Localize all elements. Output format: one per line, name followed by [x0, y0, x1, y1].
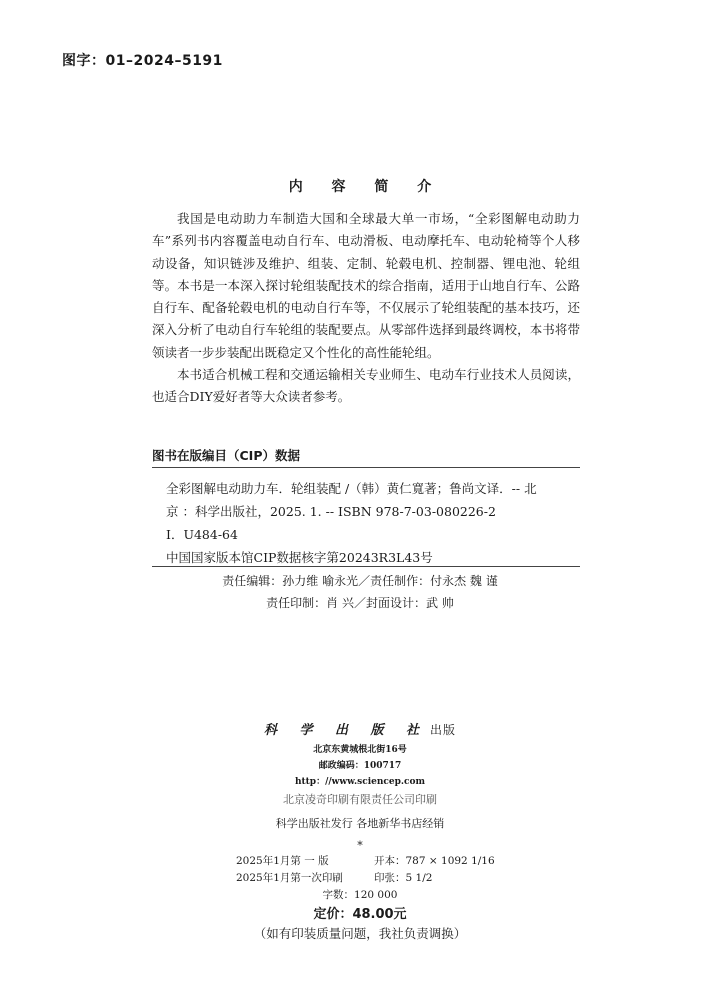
staff-editors: 责任编辑：孙力维 喻永光／责任制作：付永杰 魏 谨	[222, 574, 498, 588]
printer-line: 北京凌奇印刷有限责任公司印刷	[283, 793, 437, 806]
summary-paragraph-2: 本书适合机械工程和交通运输相关专业师生、电动车行业技术人员阅读，也适合DIY爱好者等大众读者参考。	[152, 367, 580, 405]
cip-bottom-divider	[152, 566, 580, 567]
quality-notice: （如有印装质量问题，我社负责调换）	[253, 926, 467, 941]
publisher-postcode: 邮政编码：100717	[318, 761, 402, 771]
staff-printing-design: 责任印制：肖 兴／封面设计：武 帅	[266, 596, 454, 610]
summary-title: 内 容 简 介	[288, 179, 444, 195]
publisher-suffix: 出版	[430, 723, 457, 737]
publisher-url: http：//www.sciencep.com	[294, 777, 426, 787]
edition-info: 2025年1月第 一 版	[236, 855, 329, 867]
edition-block	[0, 853, 720, 904]
cip-line-number: 中国国家版本馆CIP数据核字第20243R3L43号	[166, 550, 433, 565]
summary-paragraph-1: 我国是电动助力车制造大国和全球最大单一市场，“全彩图解电动助力车”系列书内容覆盖电动自行车、电动滑板、电动摩托车、电动轮椅等个人移动设备，知识链涉及维护、组装、定制、轮毂电机、控制器、锂电池、轮组等。本书是一本深入探讨轮组装配技术的综合指南，适用于山地自行车、公路自行车、配备轮毂电机的电动自行车等，不仅展示了轮组装配的基本技巧，还深入分析了电动自行车轮组的装配要点。从零部件选择到最终调校，本书将带领读者一步步装配出既稳定又个性化的高性能轮组。	[152, 211, 580, 360]
separator-star: *	[357, 839, 363, 852]
word-count: 字数：120 000	[322, 889, 398, 901]
distribution-line: 科学出版社发行 各地新华书店经销	[275, 817, 445, 830]
cip-line-title: 全彩图解电动助力车．轮组装配 /（韩）黄仁寬著；鲁尚文译．-- 北	[166, 481, 537, 496]
format-info: 开本：787 × 1092 1/16	[374, 855, 495, 867]
sheets-info: 印张：5 1/2	[374, 872, 433, 884]
registration-number: 图字：01–2024–5191	[62, 53, 223, 69]
summary-text	[152, 208, 580, 409]
staff-credits	[0, 570, 720, 614]
cip-line-publisher: 京 ：科学出版社，2025. 1. -- ISBN 978-7-03-080226-2	[166, 504, 496, 519]
cip-heading: 图书在版编目（CIP）数据	[152, 448, 300, 463]
imprint-block	[0, 718, 720, 856]
cip-top-divider	[152, 467, 580, 468]
cip-line-classification: Ⅰ．U484-64	[166, 527, 238, 542]
cip-data-block	[166, 477, 586, 569]
printing-info: 2025年1月第一次印刷	[236, 872, 343, 884]
publisher-logo-text: 科 学 出 版 社	[263, 723, 429, 738]
price: 定价：48.00元	[313, 907, 407, 922]
publisher-address: 北京东黄城根北街16号	[313, 745, 407, 755]
